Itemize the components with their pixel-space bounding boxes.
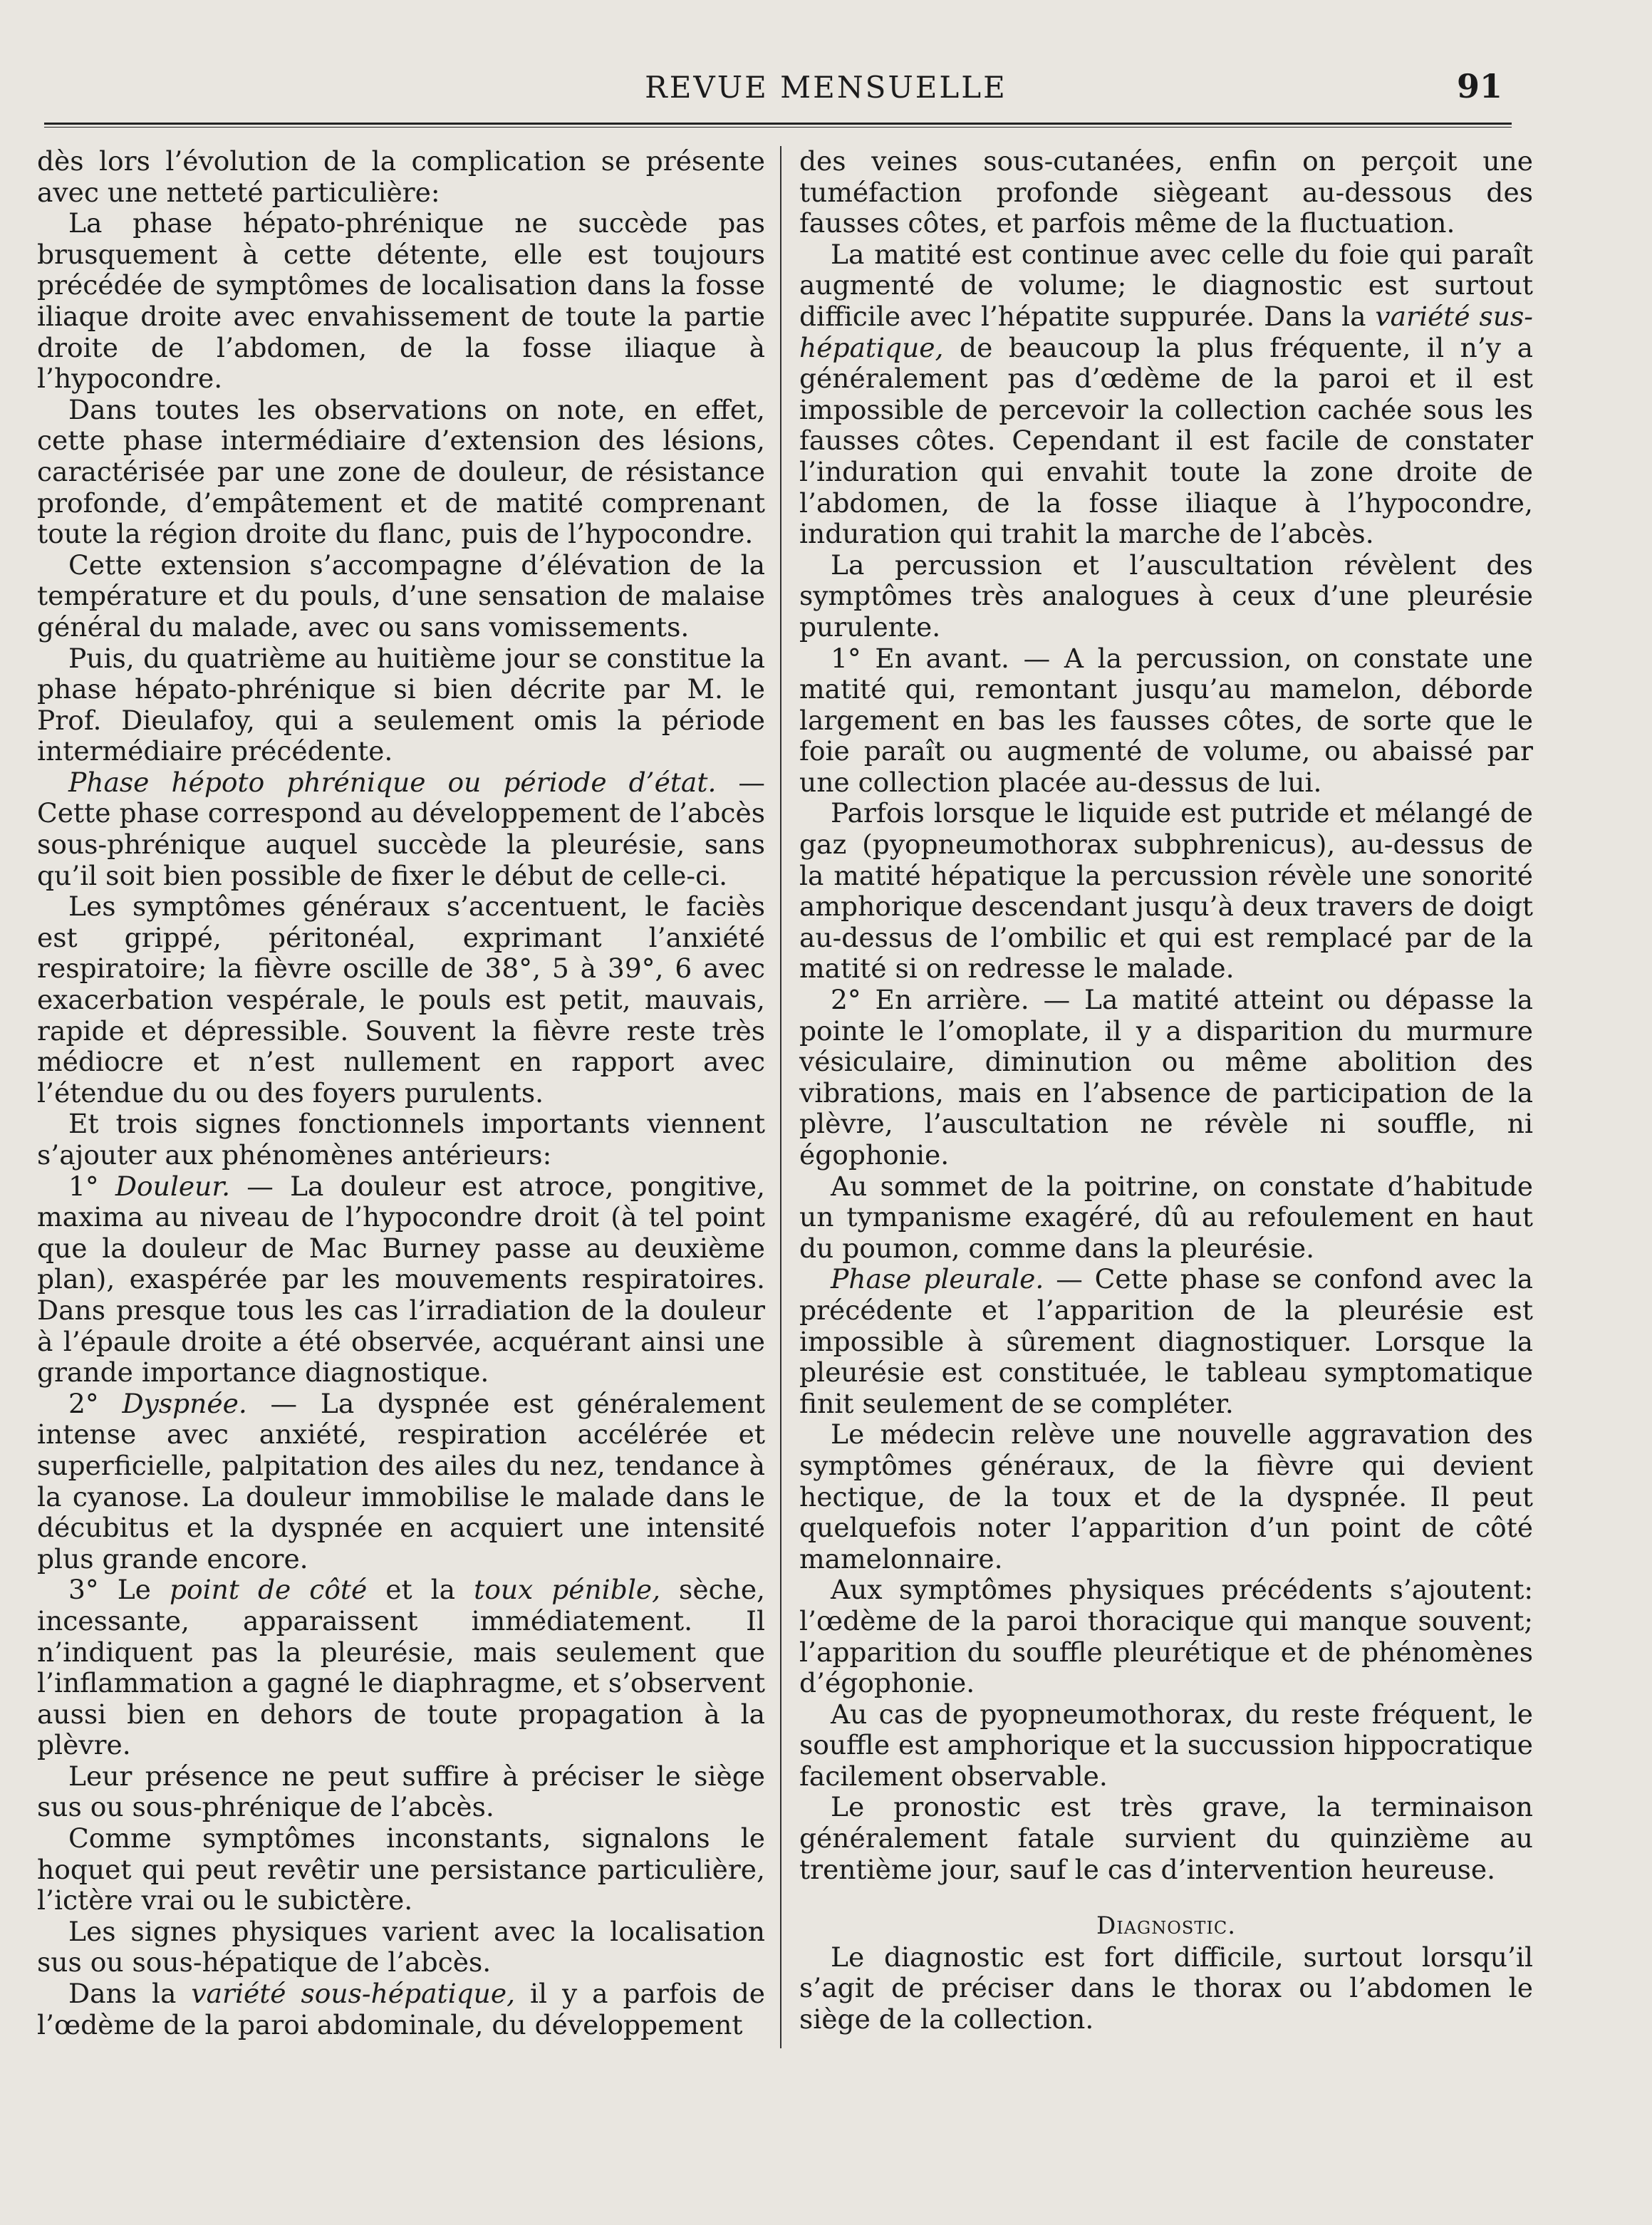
paragraph <box>37 1389 765 1575</box>
section-heading <box>799 1909 1533 1942</box>
text-run: Les signes physiques varient avec la localisation sus ou sous-hépatique de l’abcès. <box>37 1915 765 1978</box>
text-run: sèche, incessante, apparaissent immédiatement. Il n’indiquent pas la pleurésie, mais seulement que l’inflammation a gagné le diaphragme, et s’observent aussi bien en dehors de toute propagation à la plèvre. <box>37 1574 766 1761</box>
paragraph <box>37 891 765 1109</box>
italic-text: variété sous-hépatique, <box>191 1978 516 2010</box>
text-run: Au sommet de la poitrine, on constate d’habitude un tympanisme exagéré, dû au refoulement en haut du poumon, comme dans la pleurésie. <box>799 1170 1533 1264</box>
paragraph <box>37 1575 765 1761</box>
left-column <box>37 146 765 2040</box>
text-run: La matité est continue avec celle du foie qui paraît augmenté de volume; le diagnostic est surtout difficile avec l’hépatite suppurée. Dans la <box>799 238 1533 332</box>
paragraph <box>799 1575 1533 1698</box>
text-run: Le diagnostic est fort difficile, surtout lorsqu’il s’agit de préciser dans le thorax ou l’abdomen le siège de la collection. <box>799 1941 1533 2035</box>
paragraph <box>799 1699 1533 1793</box>
italic-text: Douleur. <box>115 1170 231 1202</box>
text-run: La phase hépato-phrénique ne succède pas brusquement à cette détente, elle est toujours précédée de symptômes de localisation dans la fosse iliaque droite avec envahissement de toute la partie droite de l’abdomen, de la fosse iliaque à l’hypocondre. <box>37 207 765 395</box>
paragraph <box>799 550 1533 643</box>
right-column <box>799 146 1533 2035</box>
text-run: — Cette phase se confond avec la précédente et l’apparition de la pleurésie est impossible à sûrement diagnostiquer. Lorsque la pleurésie est constituée, le tableau symptomatique finit seulement de se compléter. <box>799 1263 1533 1419</box>
text-run: — La dyspnée est généralement intense avec anxiété, respiration accélérée et superficielle, palpitation des ailes du nez, tendance à la cyanose. La douleur immobilise le malade dans le décubitus et la dyspnée en acquiert une intensité plus grande encore. <box>37 1387 765 1575</box>
text-run: — Cette phase correspond au développement de l’abcès sous-phrénique auquel succède la pleurésie, sans qu’il soit bien possible de fixer le début de celle-ci. <box>37 766 765 891</box>
running-header-title: REVUE MENSUELLE <box>645 70 1007 105</box>
paragraph <box>37 1978 765 2040</box>
column-divider <box>780 146 781 2048</box>
text-run: et la <box>367 1574 474 1606</box>
paragraph <box>37 146 765 208</box>
paragraph <box>799 798 1533 985</box>
text-run: Le pronostic est très grave, la terminaison généralement fatale survient du quinzième au trentième jour, sauf le cas d’intervention heureuse. <box>799 1791 1533 1885</box>
text-run: Au cas de pyopneumothorax, du reste fréquent, le souffle est amphorique et la succussion hippocratique facilement observable. <box>799 1698 1533 1792</box>
text-run: Les symptômes généraux s’accentuent, le faciès est grippé, péritonéal, exprimant l’anxiété respiratoire; la fièvre oscille de 38°, 5 à 39°, 6 avec exacerbation vespérale, le pouls est petit, mauvais, rapide et dépressible. Souvent la fièvre reste très médiocre et n’est nullement en rapport avec l’étendue du ou des foyers purulents. <box>37 891 765 1109</box>
paragraph <box>37 1823 765 1917</box>
text-run: Parfois lorsque le liquide est putride et mélangé de gaz (pyopneumothorax subphrenicus), au-dessus de la matité hépatique la percussion révèle une sonorité amphorique descendant jusqu’à deux travers de doigt au-dessus de l’ombilic et qui est remplacé par de la matité si on redresse le malade. <box>799 797 1533 985</box>
text-run: Le médecin relève une nouvelle aggravation des symptômes généraux, de la fièvre qui devient hectique, de la toux et de la dyspnée. Il peut quelquefois noter l’apparition d’un point de côté mamelonnaire. <box>799 1418 1533 1575</box>
paragraph <box>37 208 765 395</box>
page-number: 91 <box>1456 67 1502 105</box>
text-run: 3° Le <box>68 1574 170 1606</box>
paragraph <box>799 1942 1533 2035</box>
text-run: 1° En avant. — A la percussion, on constate une matité qui, remontant jusqu’au mamelon, déborde largement en bas les fausses côtes, de sorte que le foie paraît ou augmenté de volume, ou abaissé par une collection placée au-dessus de lui. <box>799 642 1533 798</box>
paragraph <box>37 1917 765 1978</box>
text-run: Leur présence ne peut suffire à préciser le siège sus ou sous-phrénique de l’abcès. <box>37 1760 765 1823</box>
paragraph <box>799 146 1533 239</box>
paragraph <box>37 1109 765 1171</box>
paragraph <box>799 1419 1533 1575</box>
text-run: 2° <box>68 1387 123 1419</box>
text-run: Diagnostic. <box>1096 1912 1237 1941</box>
italic-text: Phase pleurale. <box>831 1263 1044 1295</box>
text-run: il y a parfois de l’œdème de la paroi abdominale, du développement <box>37 1978 765 2040</box>
text-run: Aux symptômes physiques précédents s’ajoutent: l’œdème de la paroi thoracique qui manque souvent; l’apparition du souffle pleurétique et de phénomènes d’égophonie. <box>799 1574 1533 1699</box>
paragraph <box>799 985 1533 1171</box>
paragraph <box>799 239 1533 550</box>
paragraph <box>799 1264 1533 1419</box>
text-run: dès lors l’évolution de la complication se présente avec une netteté particulière: <box>37 145 765 208</box>
text-run: — La douleur est atroce, pongitive, maxima au niveau de l’hypocondre droit (à tel point que la douleur de Mac Burney passe au deuxième plan), exaspérée par les mouvements respiratoires. Dans presque tous les cas l’irradiation de la douleur à l’épaule droite a été observée, acquérant ainsi une grande importance diagnostique. <box>37 1170 765 1389</box>
paragraph <box>37 1761 765 1823</box>
paragraph <box>37 550 765 643</box>
text-run: Dans toutes les observations on note, en effet, cette phase intermédiaire d’extension des lésions, caractérisée par une zone de douleur, de résistance profonde, d’empâtement et de matité comprenant toute la région droite du flanc, puis de l’hypocondre. <box>37 393 765 550</box>
text-run: La percussion et l’auscultation révèlent des symptômes très analogues à ceux d’une pleurésie purulente. <box>799 549 1533 643</box>
paragraph <box>799 1792 1533 1885</box>
paragraph <box>37 643 765 767</box>
text-run: Dans la <box>68 1978 192 2010</box>
header-rule-thin <box>44 127 1512 128</box>
text-run: Cette extension s’accompagne d’élévation de la température et du pouls, d’une sensation de malaise général du malade, avec ou sans vomissements. <box>37 549 765 643</box>
text-run: des veines sous-cutanées, enfin on perçoit une tuméfaction profonde siègeant au-dessous des fausses côtes, et parfois même de la fluctuation. <box>799 145 1533 239</box>
italic-text: point de côté <box>169 1574 368 1606</box>
text-run: Puis, du quatrième au huitième jour se constitue la phase hépato-phrénique si bien décrite par M. le Prof. Dieulafoy, qui a seulement omis la période intermédiaire précédente. <box>37 642 765 767</box>
header-rule <box>44 123 1512 125</box>
paragraph <box>37 395 765 550</box>
paragraph <box>799 643 1533 799</box>
italic-text: Phase hépoto phrénique ou période d’état. <box>68 766 717 798</box>
italic-text: toux pénible, <box>474 1574 661 1606</box>
text-run: 2° En arrière. — La matité atteint ou dépasse la pointe le l’omoplate, il y a disparition du murmure vésiculaire, diminution ou même abolition des vibrations, mais en l’absence de participation de la plèvre, l’auscultation ne révèle ni souffle, ni égophonie. <box>799 984 1533 1171</box>
text-run: Et trois signes fonctionnels importants viennent s’ajouter aux phénomènes antérieurs: <box>37 1108 765 1171</box>
paragraph <box>37 767 765 891</box>
italic-text: Dyspnée. <box>122 1387 247 1419</box>
paragraph <box>37 1171 765 1389</box>
italic-text: variété sus-hépatique, <box>799 300 1533 363</box>
text-run: 1° <box>68 1170 115 1202</box>
text-run: de beaucoup la plus fréquente, il n’y a généralement pas d’œdème de la paroi et il est impossible de percevoir la collection cachée sous les fausses côtes. Cependant il est facile de constater l’induration qui envahit toute la zone droite de l’abdomen, de la fosse iliaque à l’hypocondre, induration qui trahit la marche de l’abcès. <box>799 331 1533 550</box>
paragraph <box>799 1171 1533 1265</box>
text-run: Comme symptômes inconstants, signalons le hoquet qui peut revêtir une persistance particulière, l’ictère vrai ou le subictère. <box>37 1822 765 1917</box>
